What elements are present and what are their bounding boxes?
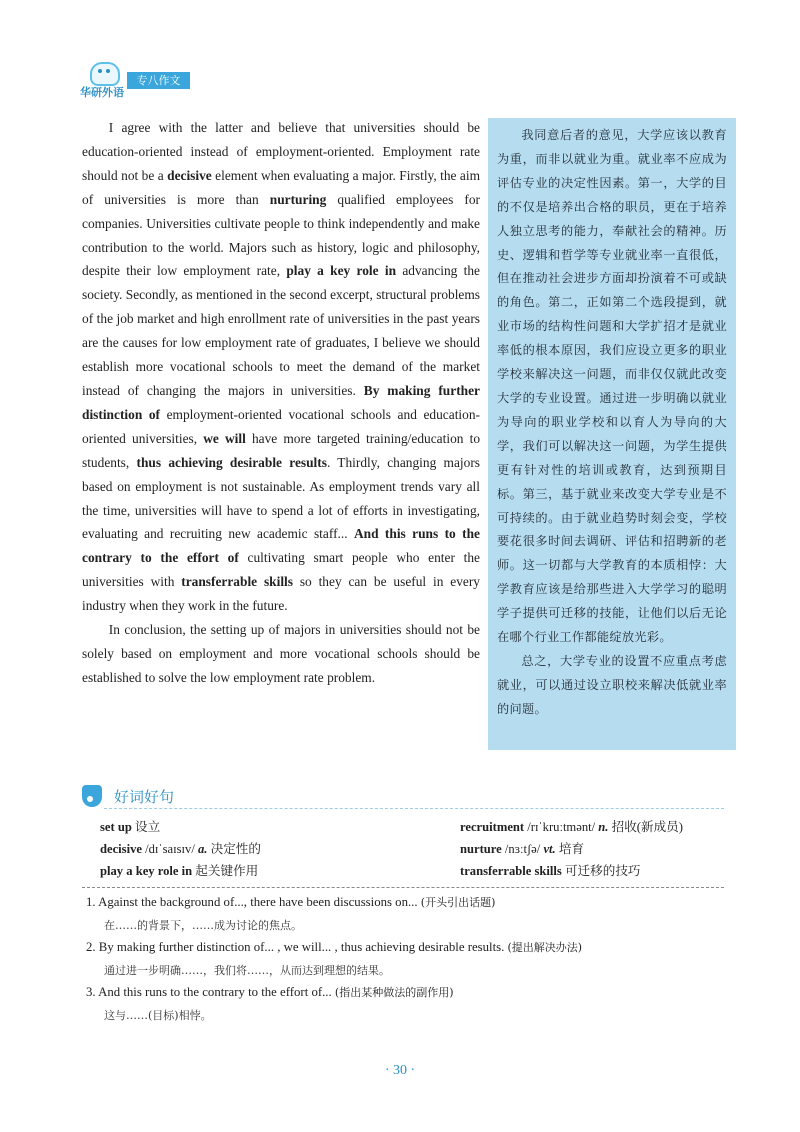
vocab-item	[100, 817, 160, 838]
logo-text: 华研外语	[80, 86, 124, 99]
vocab-phonetic: /nɜːtʃə/	[504, 842, 541, 856]
key-phrase: And this runs to the contrary to the effort of	[82, 526, 480, 566]
vocab-phonetic: /dɪˈsaɪsɪv/	[145, 842, 195, 856]
key-phrase: we will	[203, 430, 246, 446]
vocab-meaning: 设立	[135, 820, 161, 834]
cloud-mascot-icon	[90, 62, 120, 86]
essay-text-run: element when evaluating a major. Firstly, the aim of universities is more than	[82, 167, 481, 207]
sentence-english: 2. By making further distinction of... , we will... , thus achieving desirable results.	[86, 940, 505, 954]
vocab-word: transferrable skills	[460, 864, 562, 878]
essay-text-run: advancing the society. Secondly, as mentioned in the second excerpt, structural problems of the job market and high enrollment rate of universities in the past years are the causes for low employment rate of graduates, I believe we should establish more vocational schools to meet the demand of the market instead of changing the majors in universities.	[82, 263, 480, 398]
section-title: 好词好句	[114, 788, 175, 806]
key-phrase: play a key role in	[286, 263, 397, 279]
essay-text-run: so they can be useful in every industry when they work in the future.	[82, 574, 480, 614]
essay-text-run: qualified employees for companies. Universities cultivate people to think independently and make contribution to the world. Majors such as history, logic and philosophy, despite their low employment rate,	[82, 191, 480, 279]
essay-text-run: have more targeted training/education to students,	[82, 430, 481, 470]
vocab-phonetic: /rɪˈkruːtmənt/	[527, 820, 596, 834]
translation-paragraph-1: 我同意后者的意见，大学应该以教育为重，而非以就业为重。就业率不应成为评估专业的决定性因素。第一，大学的目的不仅是培养出合格的职员，更在于培养人独立思考的能力，奉献社会的精神。历史、逻辑和哲学等专业就业率一直很低，但在推动社会进步方面却扮演着不可或缺的角色。第二，正如第二个选段提到，就业市场的结构性问题和大学扩招才是就业率低的根本原因，我们应设立更多的职业学校来解决这一问题，而非仅仅就此改变大学的专业设置。通过进一步明确以就业为导向的职业学校和以育人为导向的大学，我们可以解决这一问题，为学生提供更有针对性的培训或教育，达到预期目标。第三，基于就业来改变大学专业是不可持续的。由于就业趋势时刻会变，学校要花很多时间去调研、评估和招聘新的老师。这一切都与大学教育的本质相悖：大学教育应该是给那些进入大学学习的聪明学子提供可迁移的技能，让他们以后无论在哪个行业工作都能绽放光彩。	[497, 128, 727, 645]
key-phrase: transferrable skills	[181, 574, 293, 590]
sentence-translation: 这与……(目标)相悖。	[104, 1009, 212, 1022]
essay-text-run: employment-oriented vocational schools and education-oriented universities,	[82, 406, 480, 446]
vocab-item	[460, 817, 683, 838]
vocab-word: set up	[100, 820, 132, 834]
page-number: · 30 ·	[384, 1063, 416, 1078]
essay-text-run: . Thirdly, changing majors based on employment is not sustainable. As employment trends vary all the time, universities will have to spend a lot of efforts in investigating, evaluating and recruiting new academic staff...	[82, 454, 480, 542]
publisher-logo	[80, 62, 124, 100]
essay-text-run: I agree with the latter and believe that universities should be education-oriented instead of employment-oriented. Employment rate should not be a	[82, 120, 480, 183]
vocab-meaning: 起关键作用	[195, 864, 259, 878]
vocab-meaning: 招收(新成员)	[611, 820, 683, 834]
vocab-meaning: 培育	[558, 842, 585, 856]
vocab-meaning: 可迁移的技巧	[564, 864, 641, 878]
sentence-item	[86, 894, 495, 910]
vocab-word: recruitment	[460, 820, 525, 834]
sentence-english: 3. And this runs to the contrary to the effort of...	[86, 985, 332, 999]
vocab-item	[100, 839, 261, 860]
vocab-meaning: 决定性的	[210, 842, 261, 856]
translation-paragraph-2: 总之，大学专业的设置不应重点考虑就业，可以通过设立职校来解决低就业率的问题。	[497, 653, 727, 716]
vocab-word: play a key role in	[100, 864, 193, 878]
sentence-english: 1. Against the background of..., there have been discussions on...	[86, 895, 418, 909]
bookmark-icon	[82, 785, 102, 807]
vocab-pos: a.	[197, 842, 208, 856]
translation-box	[488, 118, 736, 750]
vocab-item	[460, 861, 641, 882]
mascot-eye-icon	[106, 69, 110, 73]
vocab-item	[100, 861, 258, 882]
vocab-word: nurture	[460, 842, 502, 856]
sentence-translation: 在……的背景下，……成为讨论的焦点。	[104, 919, 302, 932]
key-phrase: nurturing	[269, 191, 327, 207]
key-phrase: thus achieving desirable results	[136, 454, 327, 470]
sentence-item	[86, 939, 582, 955]
sentence-item	[86, 984, 454, 1000]
essay-text-run: cultivating smart people who enter the universities with	[82, 550, 480, 590]
essay-paragraph-2: In conclusion, the setting up of majors in universities should not be solely based on employment and more vocational schools should be established to solve the low employment rate problem.	[82, 622, 480, 685]
key-phrase: By making further distinction of	[82, 382, 480, 422]
vocab-pos: vt.	[543, 842, 556, 856]
sentence-translation: 通过进一步明确……，我们将……，从而达到理想的结果。	[104, 964, 390, 977]
divider	[104, 808, 724, 809]
essay-paragraph-1	[82, 116, 480, 618]
vocab-word: decisive	[100, 842, 142, 856]
key-phrase: decisive	[167, 167, 212, 183]
essay-text	[82, 116, 480, 690]
divider	[82, 887, 724, 888]
sentence-note: (开头引出话题)	[420, 896, 496, 909]
mascot-eye-icon	[98, 69, 102, 73]
sentence-note: (指出某种做法的副作用)	[334, 986, 454, 999]
vocab-item	[460, 839, 584, 860]
section-tag: 专八作文	[127, 72, 190, 89]
vocab-pos: n.	[598, 820, 609, 834]
sentence-note: (提出解决办法)	[507, 941, 583, 954]
